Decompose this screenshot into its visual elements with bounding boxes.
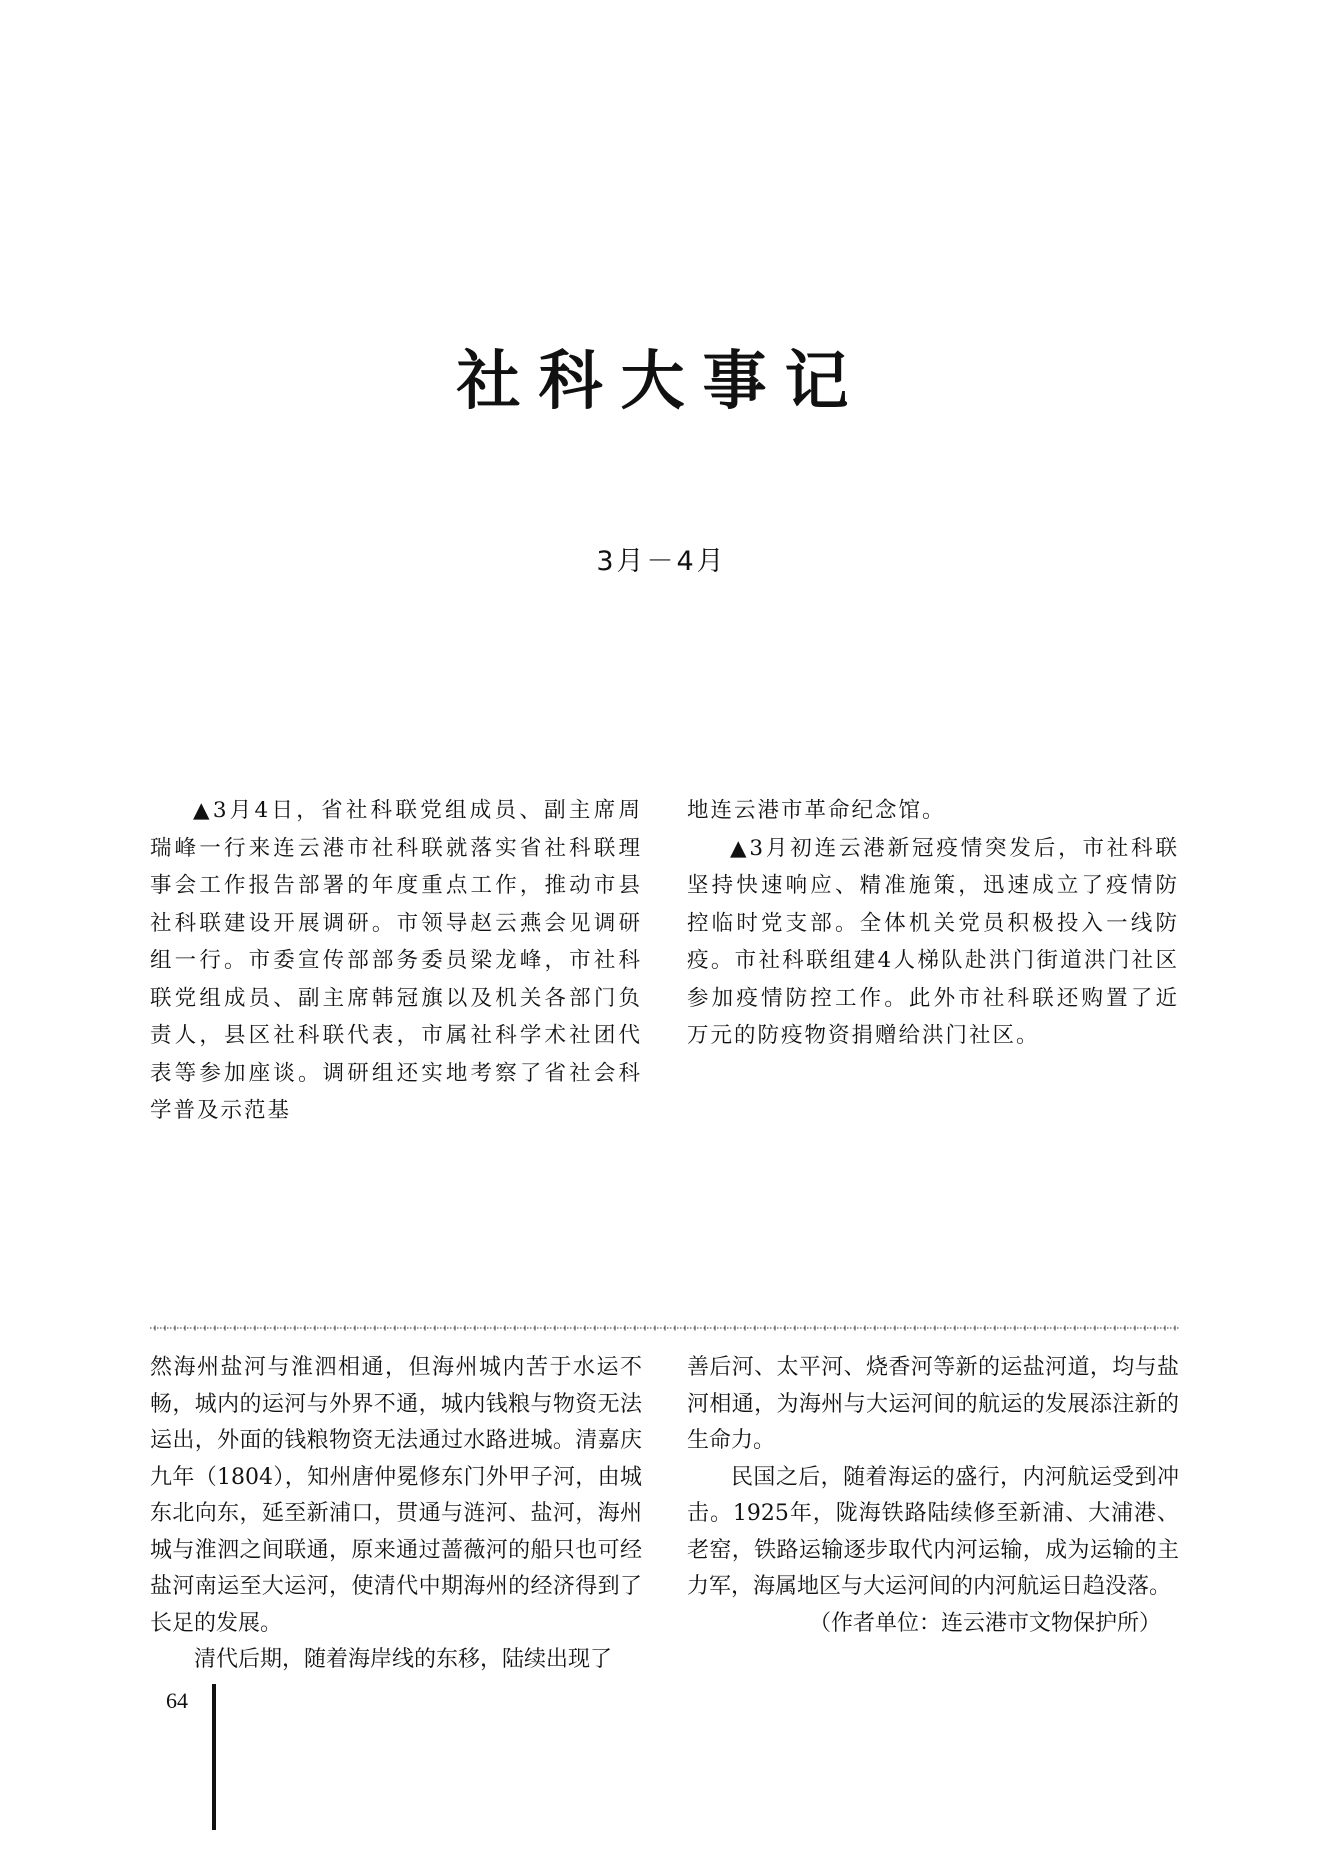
event-item: ▲3月4日，省社科联党组成员、副主席周瑞峰一行来连云港市社科联就落实省社科联理事会工作报告部署的年度重点工作，推动市县社科联建设开展调研。市领导赵云燕会见调研组一行。市委宣传部部务委员梁龙峰，市社科联党组成员、副主席韩冠旗以及机关各部门负责人，县区社科联代表，市属社科学术社团代表等参加座谈。调研组还实地考察了省社会科学普及示范基 bbox=[150, 798, 642, 1123]
event-item: ▲3月初连云港新冠疫情突发后，市社科联坚持快速响应、精准施策，迅速成立了疫情防控临时党支部。全体机关党员积极投入一线防疫。市社科联组建4人梯队赴洪门街道洪门社区参加疫情防控工作。此外市社科联还购置了近万元的防疫物资捐赠给洪门社区。 bbox=[687, 835, 1179, 1048]
article-paragraph: 清代后期，随着海岸线的东移，陆续出现了 bbox=[194, 1647, 613, 1672]
article-column-left bbox=[150, 1350, 642, 1679]
events-column-right bbox=[687, 792, 1179, 1055]
page-number: 64 bbox=[166, 1688, 188, 1713]
section-divider bbox=[150, 1324, 1180, 1332]
article-paragraph: 然海州盐河与淮泗相通，但海州城内苦于水运不畅，城内的运河与外界不通，城内钱粮与物资无法运出，外面的钱粮物资无法通过水路进城。清嘉庆九年（1804），知州唐仲冕修东门外甲子河，由城东北向东，延至新浦口，贯通与涟河、盐河，海州城与淮泗之间联通，原来通过蔷薇河的船只也可经盐河南运至大运河，使清代中期海州的经济得到了长足的发展。 bbox=[150, 1355, 642, 1636]
events-column-left bbox=[150, 792, 642, 1130]
article-column-right bbox=[687, 1350, 1179, 1642]
date-range-subtitle: 3月－4月 bbox=[596, 546, 727, 577]
author-affiliation: （作者单位：连云港市文物保护所） bbox=[808, 1610, 1161, 1636]
page-number-rule bbox=[212, 1684, 216, 1830]
event-item-continuation: 地连云港市革命纪念馆。 bbox=[687, 798, 946, 823]
page-title: 社科大事记 bbox=[456, 344, 867, 419]
article-paragraph: 民国之后，随着海运的盛行，内河航运受到冲击。1925年，陇海铁路陆续修至新浦、大浦港、老窑，铁路运输逐步取代内河运输，成为运输的主力军，海属地区与大运河间的内河航运日趋没落。 bbox=[687, 1464, 1179, 1599]
article-paragraph: 善后河、太平河、烧香河等新的运盐河道，均与盐河相通，为海州与大运河间的航运的发展添注新的生命力。 bbox=[687, 1355, 1179, 1453]
